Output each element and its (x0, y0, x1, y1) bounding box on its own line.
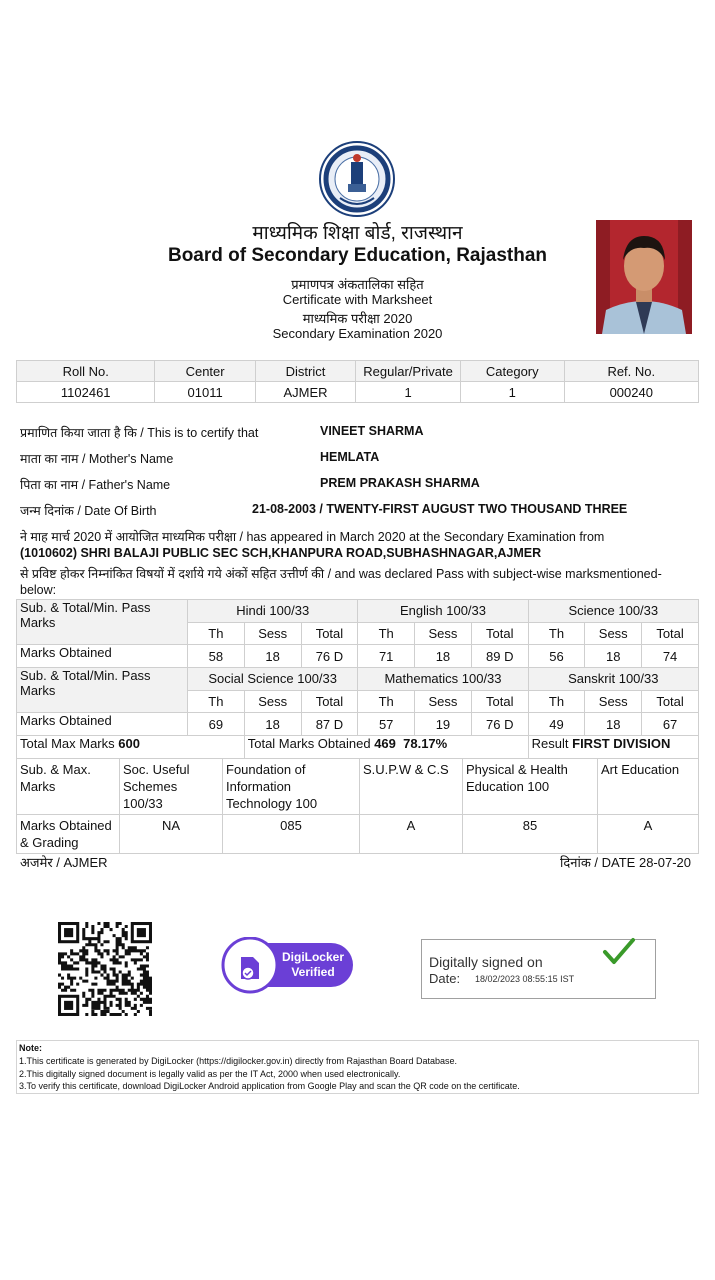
sanskrit-total: 67 (642, 713, 699, 736)
dob-label: जन्म दिनांक / Date Of Birth (20, 504, 157, 518)
col-total: Total (471, 622, 528, 645)
hindi-sess: 18 (244, 645, 301, 668)
note-item: 2.This digitally signed document is legally valid as per the IT Act, 2000 when used electronically. (19, 1068, 401, 1079)
signed-on-text: Digitally signed on (429, 954, 543, 970)
sub-pass-marks-label: Sub. & Total/Min. Pass Marks (17, 668, 188, 713)
english-total: 89 D (471, 645, 528, 668)
appeared-text: ने माह मार्च 2020 में आयोजित माध्यमिक परीक्षा / has appeared in March 2020 at the Secondary Examination from (20, 530, 605, 544)
english-sess: 18 (415, 645, 472, 668)
sanskrit-th: 49 (528, 713, 585, 736)
marks-obtained-label: Marks Obtained (17, 645, 188, 668)
mother-name-label: माता का नाम / Mother's Name (20, 452, 174, 466)
signature-date-label: Date: (429, 971, 461, 986)
grade-physical-education: 85 (463, 815, 598, 854)
mother-name: HEMLATA (320, 450, 380, 464)
date-of-birth: 21-08-2003 / TWENTY-FIRST AUGUST TWO THOUSAND THREE (252, 502, 628, 516)
col-sess: Sess (415, 622, 472, 645)
sub-max-marks-label: Sub. & Max. Marks (17, 759, 120, 815)
science-total: 74 (642, 645, 699, 668)
subject-science: Science 100/33 (528, 600, 698, 623)
marks-grading-label: Marks Obtained & Grading (17, 815, 120, 854)
social-science-sess: 18 (244, 713, 301, 736)
mathematics-th: 57 (358, 713, 415, 736)
col-th: Th (528, 690, 585, 713)
digilocker-verified-badge (221, 937, 355, 995)
summary-table (16, 360, 699, 403)
total-max-marks (17, 736, 245, 759)
result-label: Result (531, 736, 569, 752)
sanskrit-sess: 18 (585, 713, 642, 736)
subject-hindi: Hindi 100/33 (188, 600, 358, 623)
hindi-total: 76 D (301, 645, 358, 668)
cert-title-english: Certificate with Marksheet (282, 292, 433, 307)
marks-obtained-label: Marks Obtained (17, 713, 188, 736)
social-science-th: 69 (188, 713, 245, 736)
col-sess: Sess (585, 622, 642, 645)
total-marks-obtained (244, 736, 528, 759)
result (528, 736, 698, 759)
father-name: PREM PRAKASH SHARMA (320, 476, 480, 490)
board-emblem-logo (318, 140, 396, 218)
subject-sanskrit: Sanskrit 100/33 (528, 668, 698, 691)
sub-pass-marks-label: Sub. & Total/Min. Pass Marks (17, 600, 188, 645)
col-total: Total (301, 622, 358, 645)
district-header: District (255, 361, 355, 382)
subject-fit: Foundation of Information Technology 100 (223, 759, 360, 815)
subject-mathematics: Mathematics 100/33 (358, 668, 528, 691)
category-value: 1 (460, 382, 564, 403)
mathematics-total: 76 D (471, 713, 528, 736)
grade-art-education: A (598, 815, 699, 854)
subject-social-science: Social Science 100/33 (188, 668, 358, 691)
col-th: Th (358, 690, 415, 713)
mathematics-sess: 19 (415, 713, 472, 736)
roll-no-header: Roll No. (17, 361, 155, 382)
board-title-english: Board of Secondary Education, Rajasthan (167, 245, 548, 266)
subject-supw: S.U.P.W & C.S (360, 759, 463, 815)
grade-soc-useful: NA (120, 815, 223, 854)
verified-text: Verified (291, 965, 335, 979)
ref-no-value: 000240 (564, 382, 698, 403)
subject-english: English 100/33 (358, 600, 528, 623)
marks-table (16, 599, 699, 759)
regular-private-value: 1 (356, 382, 461, 403)
regular-private-header: Regular/Private (356, 361, 461, 382)
roll-no-value: 1102461 (17, 382, 155, 403)
col-sess: Sess (244, 690, 301, 713)
col-th: Th (528, 622, 585, 645)
col-total: Total (301, 690, 358, 713)
qr-code[interactable] (58, 922, 152, 1016)
col-th: Th (188, 690, 245, 713)
student-name: VINEET SHARMA (320, 424, 424, 438)
col-sess: Sess (585, 690, 642, 713)
col-th: Th (188, 622, 245, 645)
exam-title-english: Secondary Examination 2020 (272, 326, 443, 341)
subject-soc-useful: Soc. Useful Schemes 100/33 (120, 759, 223, 815)
father-name-label: पिता का नाम / Father's Name (20, 478, 171, 492)
col-total: Total (642, 690, 699, 713)
science-th: 56 (528, 645, 585, 668)
issue-date: दिनांक / DATE 28-07-20 (559, 855, 691, 870)
place: अजमेर / AJMER (20, 855, 108, 870)
note-item: 1.This certificate is generated by DigiLocker (https://digilocker.gov.in) directly from Rajasthan Board Database. (19, 1055, 458, 1066)
total-max-value: 600 (118, 736, 140, 752)
notes-title: Note: (19, 1043, 42, 1053)
ref-no-header: Ref. No. (564, 361, 698, 382)
district-value: AJMER (255, 382, 355, 403)
total-obtained-label: Total Marks Obtained (247, 736, 371, 752)
science-sess: 18 (585, 645, 642, 668)
exam-title-hindi: माध्यमिक परीक्षा 2020 (302, 311, 413, 326)
center-header: Center (155, 361, 255, 382)
total-max-label: Total Max Marks (20, 736, 115, 752)
certify-label: प्रमाणित किया जाता है कि / This is to certify that (20, 426, 259, 440)
subject-physical-education: Physical & Health Education 100 (463, 759, 598, 815)
col-sess: Sess (415, 690, 472, 713)
english-th: 71 (358, 645, 415, 668)
signature-date-value: 18/02/2023 08:55:15 IST (475, 974, 575, 984)
social-science-total: 87 D (301, 713, 358, 736)
total-obtained-value: 469 78.17% (374, 736, 448, 752)
grade-fit: 085 (223, 815, 360, 854)
declared-text: से प्रविष्ट होकर निम्नांकित विषयों में दर्शाये गये अंकों सहित उत्तीर्ण की / and was declared Pass with subject-wise marksmentioned-below: (20, 567, 662, 597)
hindi-th: 58 (188, 645, 245, 668)
col-sess: Sess (244, 622, 301, 645)
board-title-hindi: माध्यमिक शिक्षा बोर्ड, राजस्थान (252, 223, 463, 244)
center-value: 01011 (155, 382, 255, 403)
notes-box (16, 1040, 699, 1094)
additional-subjects-table (16, 758, 699, 854)
digilocker-text: DigiLocker (281, 950, 344, 964)
student-photo (596, 220, 692, 334)
subject-art-education: Art Education (598, 759, 699, 815)
note-item: 3.To verify this certificate, download DigiLocker Android application from Google Play and scan the QR code on the certificate. (19, 1081, 520, 1092)
school-name: (1010602) SHRI BALAJI PUBLIC SEC SCH,KHANPURA ROAD,SUBHASHNAGAR,AJMER (20, 546, 542, 560)
col-total: Total (642, 622, 699, 645)
grade-supw: A (360, 815, 463, 854)
cert-title-hindi: प्रमाणपत्र अंकतालिका सहित (291, 277, 424, 292)
result-value: FIRST DIVISION (572, 736, 671, 752)
digital-signature-box (421, 939, 656, 999)
check-icon (602, 937, 636, 967)
col-total: Total (471, 690, 528, 713)
col-th: Th (358, 622, 415, 645)
category-header: Category (460, 361, 564, 382)
